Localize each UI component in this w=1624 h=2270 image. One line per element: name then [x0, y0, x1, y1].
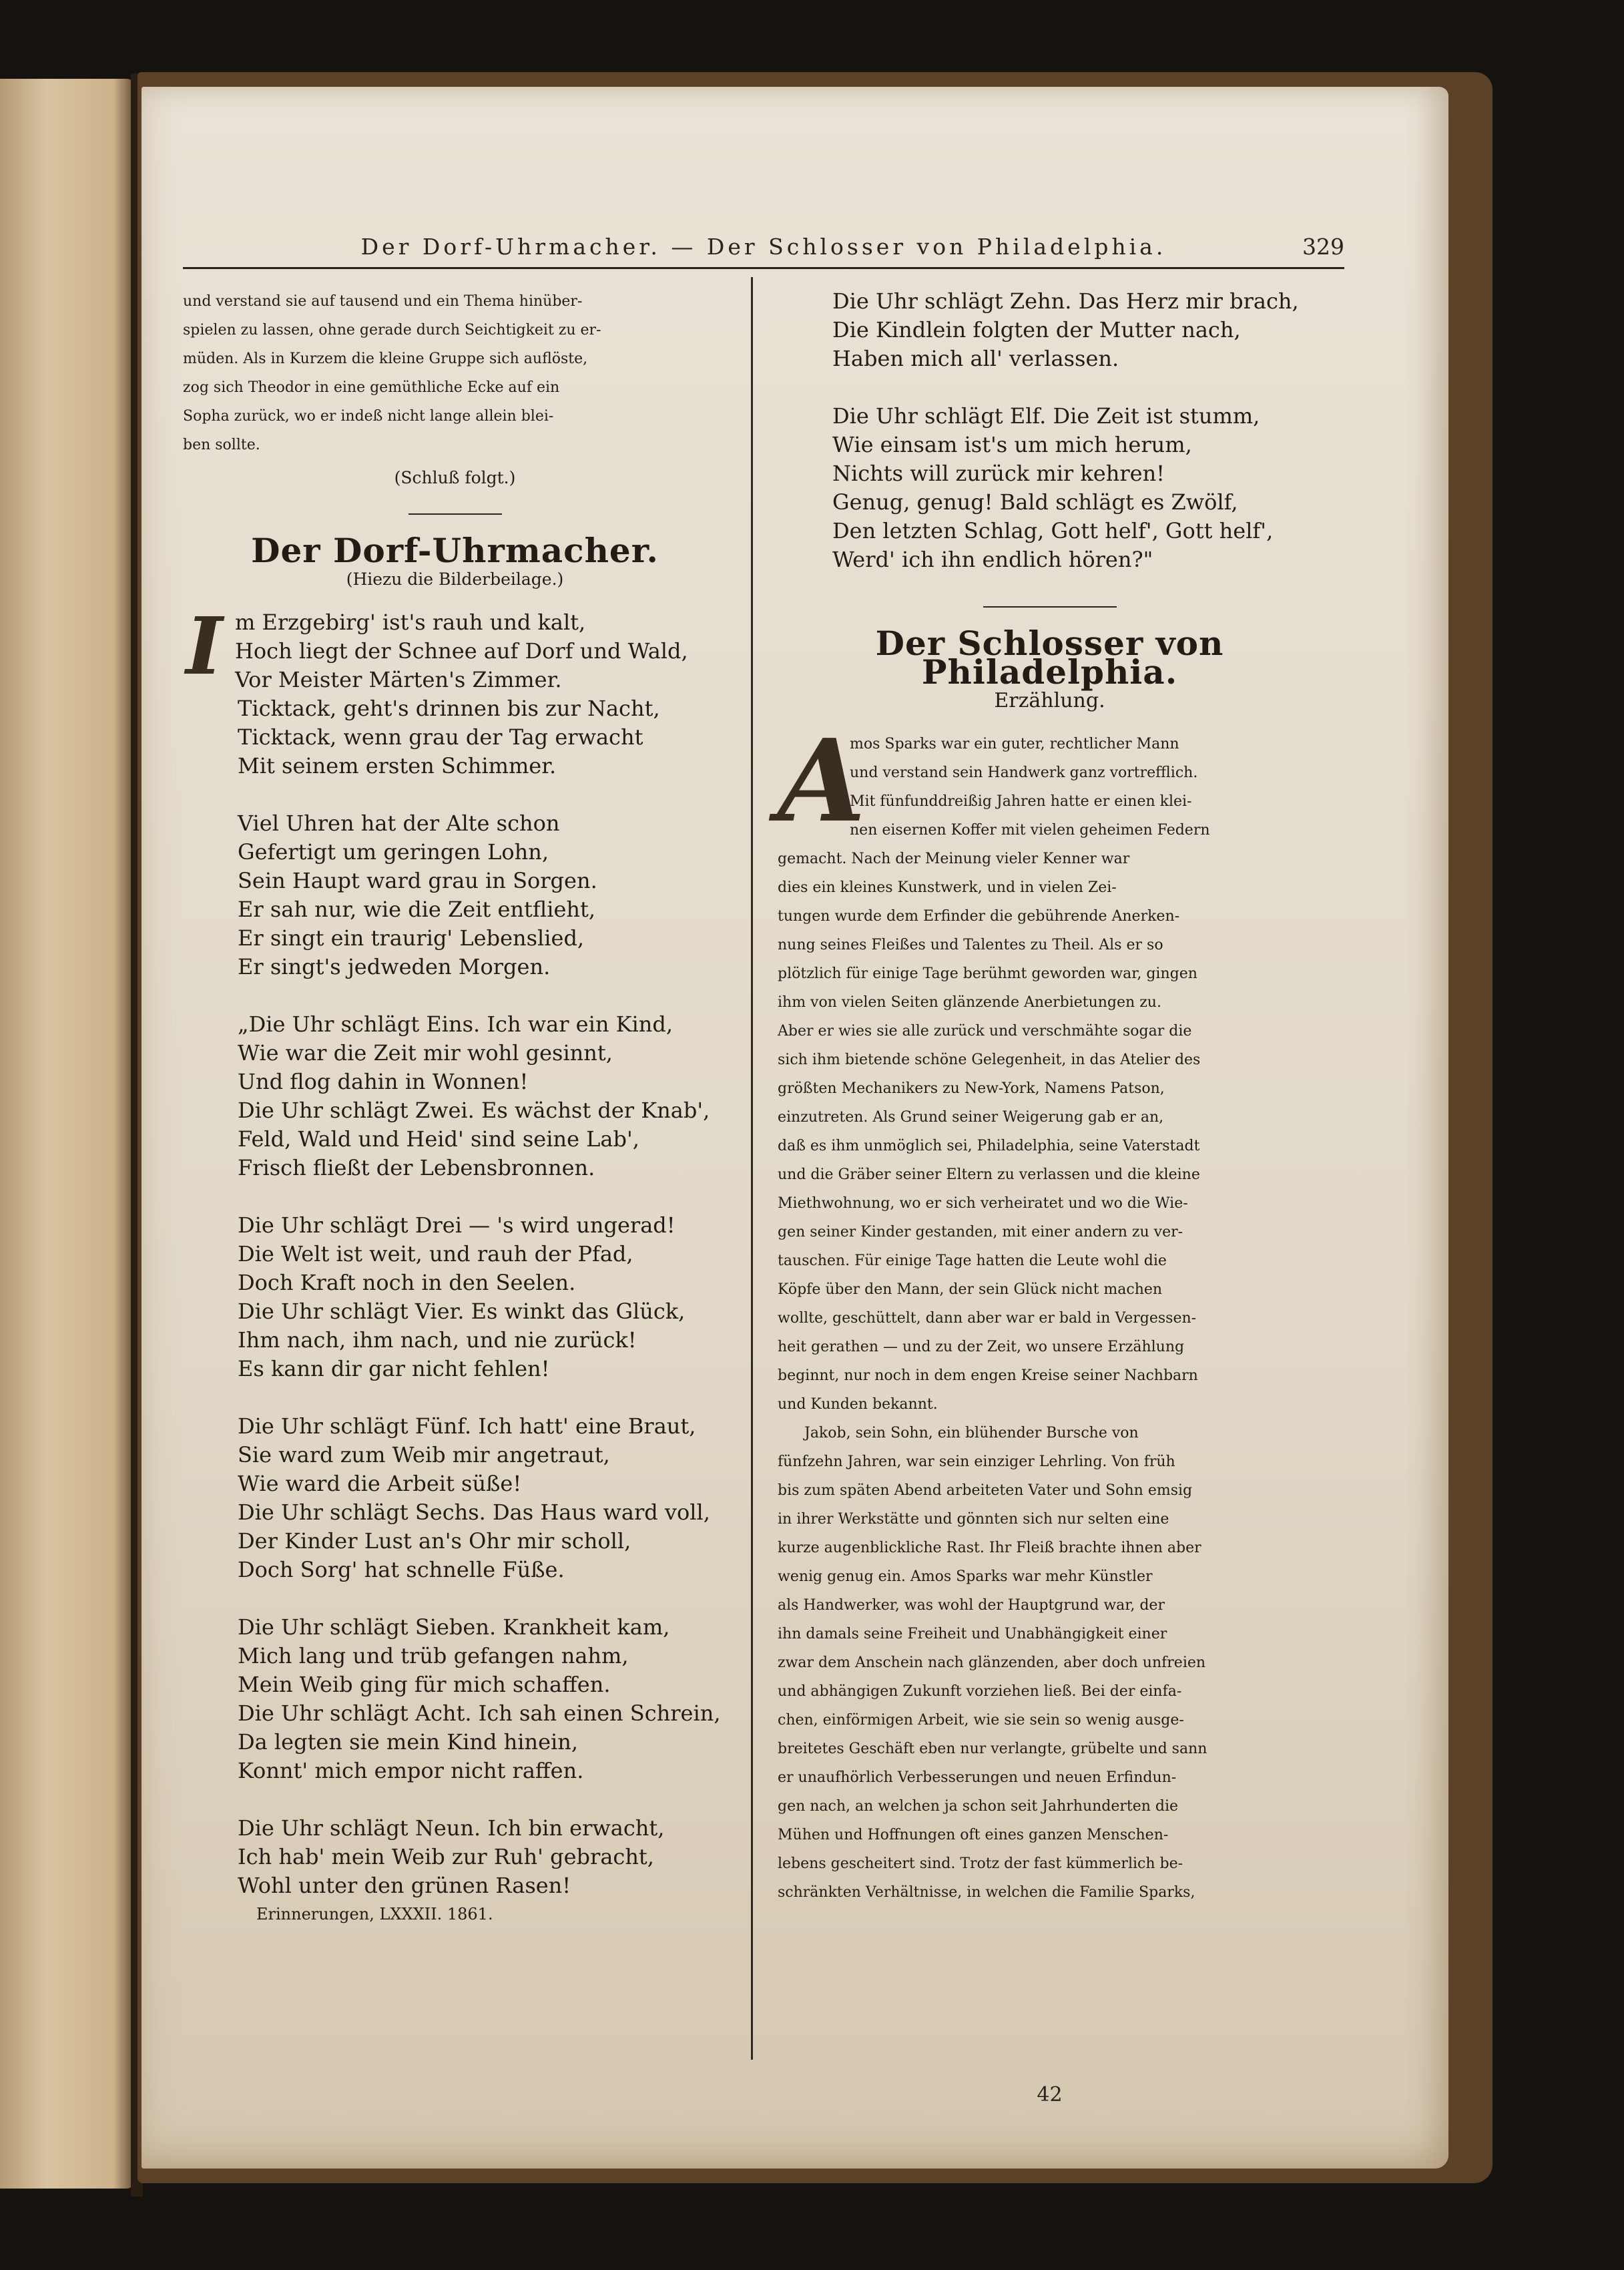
verse-line: Die Uhr schlägt Vier. Es winkt das Glück,: [238, 1299, 686, 1324]
story-title: Der Schlosser von Philadelphia.: [875, 624, 1224, 692]
left-column: [183, 287, 727, 1929]
verse-line: „Die Uhr schlägt Eins. Ich war ein Kind,: [238, 1011, 673, 1037]
verse-line: Er singt's jedweden Morgen.: [238, 954, 551, 979]
verse-line: Wie war die Zeit mir wohl gesinnt,: [238, 1040, 613, 1066]
verse-line: Gefertigt um geringen Lohn,: [238, 839, 549, 865]
prose-line: tauschen. Für einige Tage hatten die Leute wohl die: [778, 1253, 1167, 1269]
verse-line: Die Uhr schlägt Neun. Ich bin erwacht,: [238, 1815, 665, 1841]
verse-line: Doch Kraft noch in den Seelen.: [238, 1270, 576, 1295]
verse-line: Ich hab' mein Weib zur Ruh' gebracht,: [238, 1844, 654, 1869]
prose-line: fünfzehn Jahren, war sein einziger Lehrling. Von früh: [778, 1453, 1175, 1470]
stanza-2: [183, 809, 727, 981]
running-header: [183, 228, 1344, 264]
prose-line: zog sich Theodor in eine gemüthliche Ecke auf ein: [183, 379, 560, 396]
prose-line: schränkten Verhältnisse, in welchen die Familie Sparks,: [778, 1884, 1195, 1901]
prose-line: gemacht. Nach der Meinung vieler Kenner war: [778, 851, 1130, 867]
prose-line: gen nach, an welchen ja schon seit Jahrhunderten die: [778, 1798, 1179, 1815]
right-column: [778, 287, 1322, 1907]
verse-line: Wie ward die Arbeit süße!: [238, 1471, 522, 1496]
stanza-3: [183, 1010, 727, 1182]
prose-line: kurze augenblickliche Rast. Ihr Fleiß brachte ihnen aber: [778, 1540, 1201, 1556]
stanza-8: [778, 287, 1322, 373]
verse-line: Ticktack, wenn grau der Tag erwacht: [238, 724, 643, 750]
verse-line: Mit seinem ersten Schimmer.: [238, 753, 557, 778]
verse-line: Sie ward zum Weib mir angetraut,: [238, 1442, 610, 1467]
prose-line: mos Sparks war ein guter, rechtlicher Mann: [850, 736, 1179, 752]
prose-line: Jakob, sein Sohn, ein blühender Bursche von: [804, 1425, 1139, 1441]
verse-line: Die Uhr schlägt Sieben. Krankheit kam,: [238, 1614, 670, 1640]
prose-line: Köpfe über den Mann, der sein Glück nicht machen: [778, 1281, 1163, 1298]
verse-line: Die Uhr schlägt Acht. Ich sah einen Schrein,: [238, 1700, 721, 1726]
verse-line: Viel Uhren hat der Alte schon: [238, 811, 560, 836]
verse-line: Die Kindlein folgten der Mutter nach,: [832, 317, 1241, 343]
running-title: Der Dorf-Uhrmacher. — Der Schlosser von Philadelphia.: [360, 234, 1167, 260]
prose-line: größten Mechanikers zu New-York, Namens Patson,: [778, 1080, 1165, 1097]
story-genre: Erzählung.: [994, 689, 1105, 712]
prose-line: spielen zu lassen, ohne gerade durch Seichtigkeit zu er-: [183, 322, 601, 338]
prose-line: und verstand sein Handwerk ganz vortrefflich.: [850, 764, 1198, 781]
prose-line: Mühen und Hoffnungen oft eines ganzen Menschen-: [778, 1827, 1169, 1843]
prose-line: er unaufhörlich Verbesserungen und neuen Erfindun-: [778, 1769, 1177, 1786]
prose-line: zwar dem Anschein nach glänzenden, aber doch unfreien: [778, 1654, 1206, 1671]
prose-line: ben sollte.: [183, 437, 260, 453]
prose-line: wenig genug ein. Amos Sparks war mehr Künstler: [778, 1568, 1153, 1585]
poem-subtitle: (Hiezu die Bilderbeilage.): [346, 570, 564, 589]
prose-line: bis zum späten Abend arbeiteten Vater und Sohn emsig: [778, 1482, 1193, 1499]
prose-line: gen seiner Kinder gestanden, mit einer andern zu ver-: [778, 1224, 1183, 1240]
signature-mark: 42: [1037, 2083, 1063, 2106]
prose-line: breitetes Geschäft eben nur verlangte, grübelte und sann: [778, 1741, 1207, 1757]
stanza-6: [183, 1613, 727, 1785]
prose-line: Miethwohnung, wo er sich verheiratet und wo die Wie-: [778, 1195, 1188, 1212]
verse-line: Die Uhr schlägt Elf. Die Zeit ist stumm,: [832, 403, 1260, 429]
prose-line: und abhängigen Zukunft vorziehen ließ. Bei der einfa-: [778, 1683, 1182, 1700]
poem-title: Der Dorf-Uhrmacher.: [251, 531, 659, 570]
section-separator: [983, 606, 1117, 608]
verse-line: Den letzten Schlag, Gott helf', Gott helf',: [832, 518, 1274, 543]
stanza-4: [183, 1211, 727, 1383]
prose-line: ihn damals seine Freiheit und Unabhängigkeit einer: [778, 1626, 1167, 1642]
verse-line: Frisch fließt der Lebensbronnen.: [238, 1155, 595, 1180]
prose-line: nung seines Fleißes und Talentes zu Theil. Als er so: [778, 937, 1163, 953]
prose-line: in ihrer Werkstätte und gönnten sich nur selten eine: [778, 1511, 1169, 1528]
previous-page-edge: [0, 79, 133, 2189]
verse-line: Hoch liegt der Schnee auf Dorf und Wald,: [235, 638, 688, 664]
verse-line: Mein Weib ging für mich schaffen.: [238, 1672, 611, 1697]
verse-line: Und flog dahin in Wonnen!: [238, 1069, 529, 1094]
prose-line: lebens gescheitert sind. Trotz der fast kümmerlich be-: [778, 1855, 1183, 1872]
stanza-5: [183, 1412, 727, 1584]
prose-line: sich ihm bietende schöne Gelegenheit, in das Atelier des: [778, 1052, 1201, 1068]
prose-line: müden. Als in Kurzem die kleine Gruppe sich auflöste,: [183, 351, 588, 367]
verse-line: Die Uhr schlägt Zwei. Es wächst der Knab',: [238, 1098, 710, 1123]
prose-line: chen, einförmigen Arbeit, wie sie sein so wenig ausge-: [778, 1712, 1184, 1729]
verse-line: Er singt ein traurig' Lebenslied,: [238, 925, 585, 951]
prose-line: nen eisernen Koffer mit vielen geheimen Federn: [850, 822, 1210, 839]
verse-line: Die Uhr schlägt Fünf. Ich hatt' eine Braut,: [238, 1413, 696, 1439]
prose-continuation: [183, 287, 727, 459]
drop-cap-initial: A: [778, 714, 866, 848]
verse-line: Es kann dir gar nicht fehlen!: [238, 1356, 550, 1381]
drop-cap-initial: I: [186, 600, 223, 692]
prose-line: und die Gräber seiner Eltern zu verlassen und die kleine: [778, 1166, 1200, 1183]
verse-line: Konnt' mich empor nicht raffen.: [238, 1758, 584, 1783]
issue-footer: Erinnerungen, LXXXII. 1861.: [256, 1905, 493, 1923]
prose-line: beginnt, nur noch in dem engen Kreise seiner Nachbarn: [778, 1367, 1198, 1384]
verse-line: Der Kinder Lust an's Ohr mir scholl,: [238, 1528, 631, 1554]
verse-line: Da legten sie mein Kind hinein,: [238, 1729, 579, 1755]
verse-line: m Erzgebirg' ist's rauh und kalt,: [235, 610, 586, 635]
verse-line: Die Welt ist weit, und rauh der Pfad,: [238, 1241, 633, 1267]
prose-line: einzutreten. Als Grund seiner Weigerung gab er an,: [778, 1109, 1164, 1126]
prose-line: plötzlich für einige Tage berühmt geworden war, gingen: [778, 965, 1197, 982]
prose-line: dies ein kleines Kunstwerk, und in vielen Zei-: [778, 879, 1117, 896]
verse-line: Ihm nach, ihm nach, und nie zurück!: [238, 1327, 637, 1353]
verse-line: Mich lang und trüb gefangen nahm,: [238, 1643, 629, 1668]
prose-line: und verstand sie auf tausend und ein Thema hinüber-: [183, 293, 583, 310]
verse-line: Er sah nur, wie die Zeit entflieht,: [238, 897, 596, 922]
prose-line: als Handwerker, was wohl der Hauptgrund war, der: [778, 1597, 1165, 1614]
prose-line: tungen wurde dem Erfinder die gebührende Anerken-: [778, 908, 1180, 925]
verse-line: Nichts will zurück mir kehren!: [832, 461, 1165, 486]
verse-line: Die Uhr schlägt Drei — 's wird ungerad!: [238, 1212, 675, 1238]
prose-line: Sopha zurück, wo er indeß nicht lange allein blei-: [183, 408, 554, 425]
stanza-7: [183, 1814, 727, 1900]
column-divider: [751, 277, 753, 2060]
stanza-1: [183, 600, 727, 780]
verse-line: Doch Sorg' hat schnelle Füße.: [238, 1557, 565, 1582]
story-paragraph-1: [778, 714, 1322, 1419]
to-be-continued: (Schluß folgt.): [394, 468, 516, 487]
verse-line: Die Uhr schlägt Zehn. Das Herz mir brach,: [832, 288, 1299, 314]
verse-line: Werd' ich ihn endlich hören?": [832, 547, 1153, 572]
stanza-9: [778, 402, 1322, 574]
prose-line: Mit fünfunddreißig Jahren hatte er einen klei-: [850, 793, 1192, 810]
story-paragraph-2: [778, 1419, 1322, 1907]
prose-line: daß es ihm unmöglich sei, Philadelphia, seine Vaterstadt: [778, 1138, 1200, 1154]
verse-line: Wie einsam ist's um mich herum,: [832, 432, 1192, 457]
verse-line: Feld, Wald und Heid' sind seine Lab',: [238, 1126, 639, 1152]
verse-line: Sein Haupt ward grau in Sorgen.: [238, 868, 597, 893]
verse-line: Vor Meister Märten's Zimmer.: [235, 667, 562, 692]
header-rule: [183, 267, 1344, 269]
prose-line: heit gerathen — und zu der Zeit, wo unsere Erzählung: [778, 1339, 1185, 1355]
verse-line: Ticktack, geht's drinnen bis zur Nacht,: [238, 696, 660, 721]
verse-line: Wohl unter den grünen Rasen!: [238, 1873, 571, 1898]
prose-line: ihm von vielen Seiten glänzende Anerbietungen zu.: [778, 994, 1161, 1011]
section-separator: [409, 513, 502, 515]
verse-line: Genug, genug! Bald schlägt es Zwölf,: [832, 489, 1238, 515]
verse-line: Haben mich all' verlassen.: [832, 346, 1119, 371]
verse-line: Die Uhr schlägt Sechs. Das Haus ward voll,: [238, 1500, 710, 1525]
prose-line: und Kunden bekannt.: [778, 1396, 938, 1413]
prose-line: Aber er wies sie alle zurück und verschmähte sogar die: [778, 1023, 1192, 1040]
page-number: 329: [1302, 234, 1344, 260]
prose-line: wollte, geschüttelt, dann aber war er bald in Vergessen-: [778, 1310, 1197, 1327]
book-page: [142, 87, 1448, 2169]
